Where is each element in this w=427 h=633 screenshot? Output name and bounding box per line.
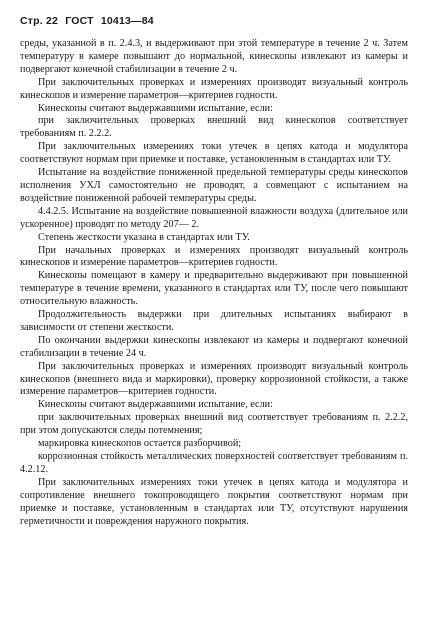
- paragraph: По окончании выдержки кинескопы извлекают из камеры и подвергают конечной стабилизации в течение 24 ч.: [20, 334, 408, 359]
- paragraph: маркировка кинескопов остается разборчивой;: [38, 438, 242, 450]
- paragraph: Испытание на воздействие пониженной предельной температуры среды кинескопов исполнения УХЛ самостоятельно не проводят, а совмещают с испытанием на воздействие пониженной рабочей температуры среды.: [20, 167, 408, 204]
- paragraph: при заключительных проверках внешний вид кинескопов соответствует требованиям п. 2.2.2.: [20, 115, 408, 140]
- paragraph: при заключительных проверках внешний вид соответствует требованиям п. 2.2.2, при этом допускаются следы потемнения;: [20, 412, 408, 437]
- standard-number: 10413—84: [100, 15, 154, 27]
- page-number: Стр. 22: [20, 15, 59, 27]
- paragraph: Кинескопы считают выдержавшими испытание, если:: [38, 102, 273, 114]
- paragraph: 4.4.2.5. Испытание на воздействие повышенной влажности воздуха (длительное или ускоренное) проводят по методу 207— 2.: [20, 205, 408, 230]
- paragraph: среды, указанной в п. 2.4.3, и выдерживают при этой температуре в течение 2 ч. Затем температуру в камере повышают до нормальной, кинескопы извлекают из камеры и подвергают конечной стабилизации в течение 2 ч.: [20, 38, 408, 75]
- paragraph: Кинескопы помещают в камеру и предварительно выдерживают при повышенной температуре в течение времени, указанного в стандартах или ТУ, после чего повышают относительную влажность.: [20, 270, 408, 308]
- paragraph: Кинескопы считают выдержавшими испытание, если:: [38, 399, 273, 411]
- page-header: [20, 15, 158, 27]
- body-text: [20, 38, 408, 528]
- paragraph: Продолжительность выдержки при длительных испытаниях выбирают в зависимости от степени жесткости.: [20, 309, 408, 333]
- paragraph: Степень жесткости указана в стандартах или ТУ.: [38, 231, 250, 243]
- paragraph: При заключительных измерениях токи утечек в цепях катода и модулятора и сопротивление внешнего токопроводящего покрытия соответствуют нормам при приемке и поставке, установленным в стандартах или ТУ, отсутствуют нарушения герметичности и повреждения наружного покрытия.: [20, 476, 408, 527]
- paragraph: При заключительных измерениях токи утечек в цепях катода и модулятора соответствуют нормам при приемке и поставке, установленным в стандартах или ТУ.: [20, 141, 408, 166]
- standard-label: ГОСТ: [65, 15, 94, 27]
- paragraph: При заключительных проверках и измерениях производят визуальный контроль кинескопов (внешнего вида и маркировки), проверку коррозионной стойкости, а также измерение параметров—критериев годности.: [20, 360, 408, 398]
- paragraph: При начальных проверках и измерениях производят визуальный контроль кинескопов и измерение параметров—критериев годности.: [20, 244, 408, 269]
- paragraph: При заключительных проверках и измерениях производят визуальный контроль кинескопов и измерение параметров—критериев годности.: [20, 76, 408, 101]
- paragraph: коррозионная стойкость металлических поверхностей соответствует требованиям п. 4.2.12.: [20, 451, 408, 475]
